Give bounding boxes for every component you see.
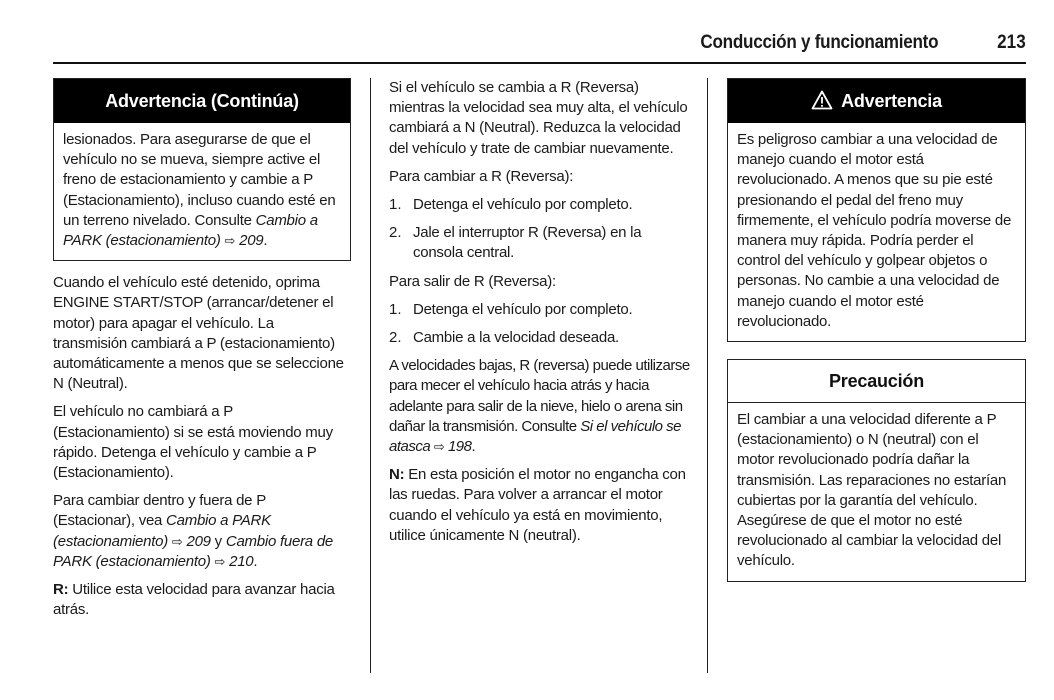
caution-body: El cambiar a una velocidad diferente a P (estacionamiento) o N (neutral) con el motor revolucionado podría dañar la transmisión. Las reparaciones no estarían cubiertas por la garantía del vehículo. Asegúrese de que el motor no esté revolucionado al cambiar la velocidad del vehículo. [737,411,1007,570]
paragraph-reverse-definition [53,580,351,620]
warning-continued-box [53,78,351,261]
cross-reference-link[interactable]: Si el vehículo se atasca [389,417,682,456]
paragraph-text: Utilice esta velocidad para avanzar hacia atrás. [53,581,335,619]
paragraph-engine-stop: Cuando el vehículo esté detenido, oprima ENGINE START/STOP (arrancar/detener el motor) para apagar el vehículo. La transmisión cambiará a P (estacionamiento) automáticamente a menos que se seleccione N (Neutral). [53,274,344,393]
cross-reference-link[interactable]: Cambio a PARK (estacionamiento) [63,211,318,250]
column-divider [370,78,371,673]
gear-label-r: R: [53,581,69,599]
step-text: Detenga el vehículo por completo. [413,300,633,318]
page-ref-arrow-icon: ⇨ [433,439,445,455]
paragraph-text: A velocidades bajas, R (reversa) puede utilizarse para mecer el vehículo hacia atrás y hacia adelante para salir de la nieve, hielo o arena sin dañar la transmisión. Consulte [389,357,690,435]
step-number: 2. [389,224,402,242]
period: . [263,232,268,250]
page-ref-arrow-icon: ⇨ [171,533,183,549]
reverse-intro: Para cambiar a R (Reversa): [389,167,574,185]
column-middle [389,78,691,554]
step-text: Jale el interruptor R (Reversa) en la consola central. [413,224,642,262]
warning-title-bar [728,79,1025,123]
list-item [389,300,691,320]
gear-label-n: N: [389,466,405,484]
paragraph-rocking [389,356,691,457]
cross-reference-page[interactable]: 210 [229,552,254,570]
cross-reference-page[interactable]: 209 [239,232,264,250]
period: . [471,438,476,456]
warning-title: Advertencia [841,91,942,111]
paragraph-text: En esta posición el motor no engancha con las ruedas. Para volver a arrancar el motor cuando el vehículo ya está en movimiento, utilice únicamente N (neutral). [389,466,686,544]
paragraph-text: y [210,532,226,550]
warning-body: Es peligroso cambiar a una velocidad de manejo cuando el motor está revolucionado. A menos que su pie esté presionando el pedal del freno muy firmemente, el vehículo podría moverse de manera muy rápida. Podría perder el control del vehículo y golpear objetos o personas. No cambie a una velocidad de manejo cuando el motor esté revolucionado. [737,131,1012,330]
warning-box [727,78,1026,342]
caution-box [727,359,1026,582]
list-item [389,223,691,263]
paragraph-neutral-definition [389,465,691,546]
step-number: 1. [389,196,402,214]
column-right [727,78,1026,582]
step-text: Cambie a la velocidad deseada. [413,329,619,347]
cross-reference-page[interactable]: 209 [186,532,211,550]
cross-reference-link[interactable]: Cambio fuera de PARK (estacionamiento) [53,532,334,570]
warning-continued-body [54,123,350,260]
page-header [53,30,1026,64]
warning-triangle-icon [811,82,833,126]
column-left [53,78,351,628]
paragraph-reverse-speed: Si el vehículo se cambia a R (Reversa) mientras la velocidad sea muy alta, el vehículo cambiará a N (Neutral). Reduzca la velocidad del vehículo y trate de cambiar nuevamente. [389,79,688,157]
column-divider [707,78,708,673]
warning-continued-title: Advertencia (Continúa) [54,79,350,123]
step-text: Detenga el vehículo por completo. [413,196,633,214]
cross-reference-page[interactable]: 198 [447,438,472,456]
warning-continued-text: lesionados. Para asegurarse de que el vehículo no se mueva, siempre active el freno de estacionamiento y cambie a P (Estacionamiento), incluso cuando esté en un terreno nivelado. Consulte [63,131,336,229]
list-item [389,195,691,215]
page-ref-arrow-icon: ⇨ [214,553,226,569]
section-title: Conducción y funcionamiento [700,32,938,53]
cross-reference-link[interactable]: Cambio a PARK (estacionamiento) [53,512,271,550]
page-number: 213 [997,32,1026,53]
paragraph-text: Para cambiar dentro y fuera de P (Estacionar), vea [53,492,266,530]
paragraph-park-references [53,491,351,572]
list-item [389,328,691,348]
caution-title: Precaución [728,360,1025,403]
step-number: 2. [389,329,402,347]
period: . [253,552,258,570]
paragraph-park-speed: El vehículo no cambiará a P (Estacionamiento) si se está moviendo muy rápido. Detenga el vehículo y cambie a P (Estacionamiento). [53,403,333,482]
exit-reverse-intro: Para salir de R (Reversa): [389,272,556,290]
step-number: 1. [389,300,402,318]
page-ref-arrow-icon: ⇨ [224,233,236,249]
